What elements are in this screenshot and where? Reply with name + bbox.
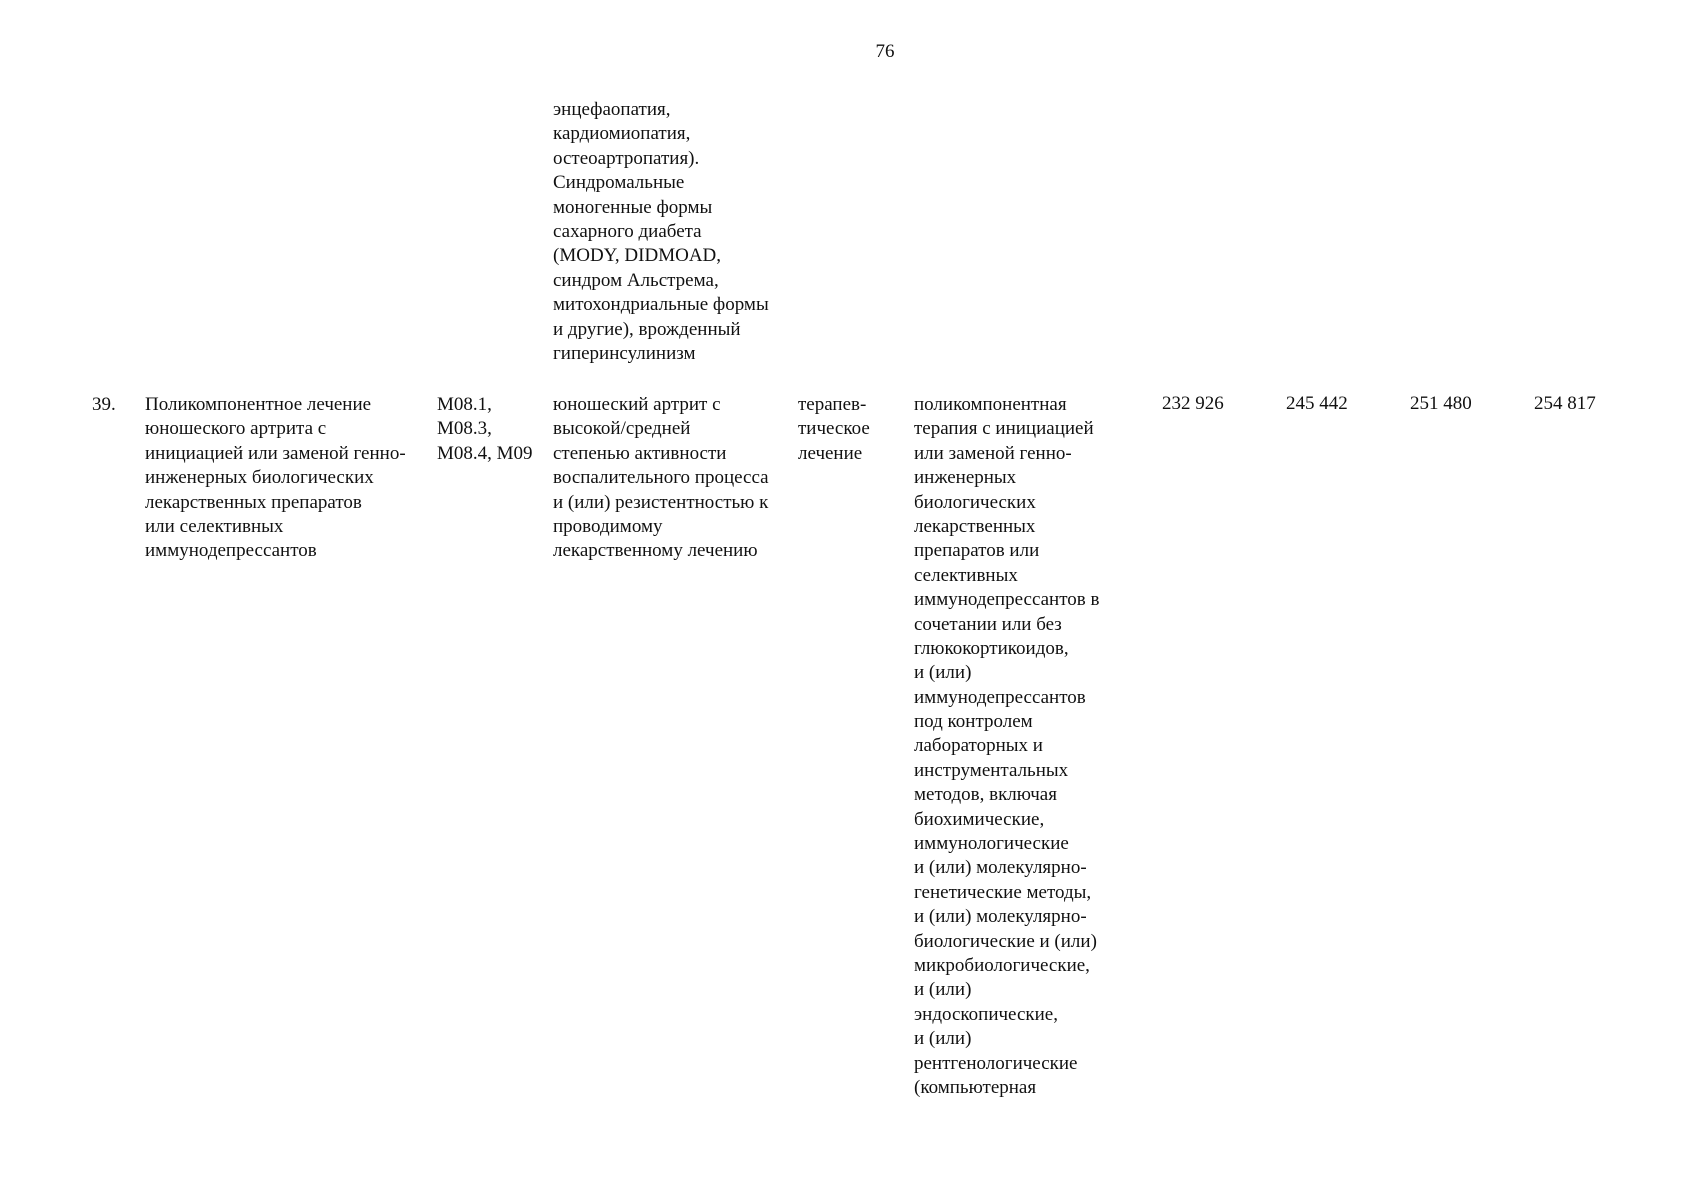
diagnosis-cell (553, 393, 769, 564)
text-line: (компьютерная (914, 1076, 1037, 1098)
text-line: лекарственных (914, 515, 1036, 537)
page-number: 76 (875, 41, 895, 62)
text-line: лечение (798, 442, 863, 464)
text-line: или селективных (145, 515, 284, 537)
text-line: эндоскопические, (914, 1003, 1058, 1025)
text-line: лекарственному лечению (553, 540, 758, 562)
norm-value-3: 251 480 (1410, 393, 1472, 414)
text-line: и (или) (914, 979, 972, 1001)
text-line: инструментальных (914, 759, 1069, 781)
text-line: инженерных (914, 467, 1017, 489)
text-line: препаратов или (914, 540, 1040, 562)
text-line: M08.3, (437, 418, 492, 440)
row-number: 39. (92, 394, 116, 415)
text-line: M08.1, (437, 394, 492, 415)
text-line: гиперинсулинизм (553, 342, 696, 364)
text-line: остеоартропатия). (553, 147, 700, 169)
text-line: синдром Альстрема, (553, 269, 719, 291)
norm-value-1: 232 926 (1162, 393, 1224, 414)
text-line: под контролем (914, 711, 1033, 733)
text-line: и (или) молекулярно- (914, 906, 1087, 928)
norm-value-2: 245 442 (1286, 393, 1348, 414)
text-line: тическое (798, 418, 870, 440)
text-line: инициацией или заменой генно- (145, 442, 406, 464)
text-line: рентгенологические (914, 1052, 1078, 1074)
text-line: генетические методы, (914, 881, 1092, 903)
text-line: проводимому (553, 515, 663, 537)
text-line: сочетании или без (914, 613, 1062, 635)
text-line: сахарного диабета (553, 220, 702, 242)
text-line: и (или) молекулярно- (914, 857, 1087, 879)
text-line: Синдромальные (553, 172, 685, 194)
text-line: иммунодепрессантов (914, 686, 1086, 708)
norm-value-4: 254 817 (1534, 393, 1596, 414)
text-line: методов, включая (914, 784, 1057, 806)
treatment-name-cell (145, 393, 406, 564)
text-line: биологических (914, 491, 1036, 513)
text-line: и (или) резистентностью к (553, 491, 769, 513)
text-line: юношеский артрит с (553, 394, 721, 415)
text-line: M08.4, M09 (437, 442, 533, 464)
treatment-method-cell (914, 393, 1099, 1100)
icd-codes-cell (437, 393, 533, 466)
text-line: и (или) (914, 662, 972, 684)
text-line: терапия с инициацией (914, 418, 1094, 440)
text-line: инженерных биологических (145, 467, 374, 489)
text-line: глюкокортикоидов, (914, 637, 1069, 659)
text-line: кардиомиопатия, (553, 123, 691, 145)
text-line: и другие), врожденный (553, 318, 741, 340)
text-line: моногенные формы (553, 196, 713, 218)
continued-diagnosis-cell (553, 98, 769, 366)
text-line: или заменой генно- (914, 442, 1072, 464)
text-line: юношеского артрита с (145, 418, 327, 440)
text-line: иммунодепрессантов (145, 540, 317, 562)
text-line: селективных (914, 564, 1018, 586)
text-line: иммунологические (914, 833, 1069, 855)
text-line: биохимические, (914, 808, 1045, 830)
text-line: иммунодепрессантов в (914, 589, 1100, 611)
text-line: Поликомпонентное лечение (145, 394, 372, 415)
text-line: митохондриальные формы (553, 294, 769, 316)
text-line: лабораторных и (914, 735, 1043, 757)
text-line: терапев- (798, 394, 867, 415)
text-line: воспалительного процесса (553, 467, 769, 489)
treatment-type-cell (798, 393, 870, 466)
text-line: степенью активности (553, 442, 727, 464)
text-line: энцефаопатия, (553, 99, 671, 120)
text-line: лекарственных препаратов (145, 491, 362, 513)
text-line: поликомпонентная (914, 394, 1067, 415)
text-line: и (или) (914, 1028, 972, 1050)
text-line: микробиологические, (914, 954, 1090, 976)
text-line: биологические и (или) (914, 930, 1097, 952)
text-line: (MODY, DIDMOAD, (553, 245, 722, 267)
text-line: высокой/средней (553, 418, 691, 440)
